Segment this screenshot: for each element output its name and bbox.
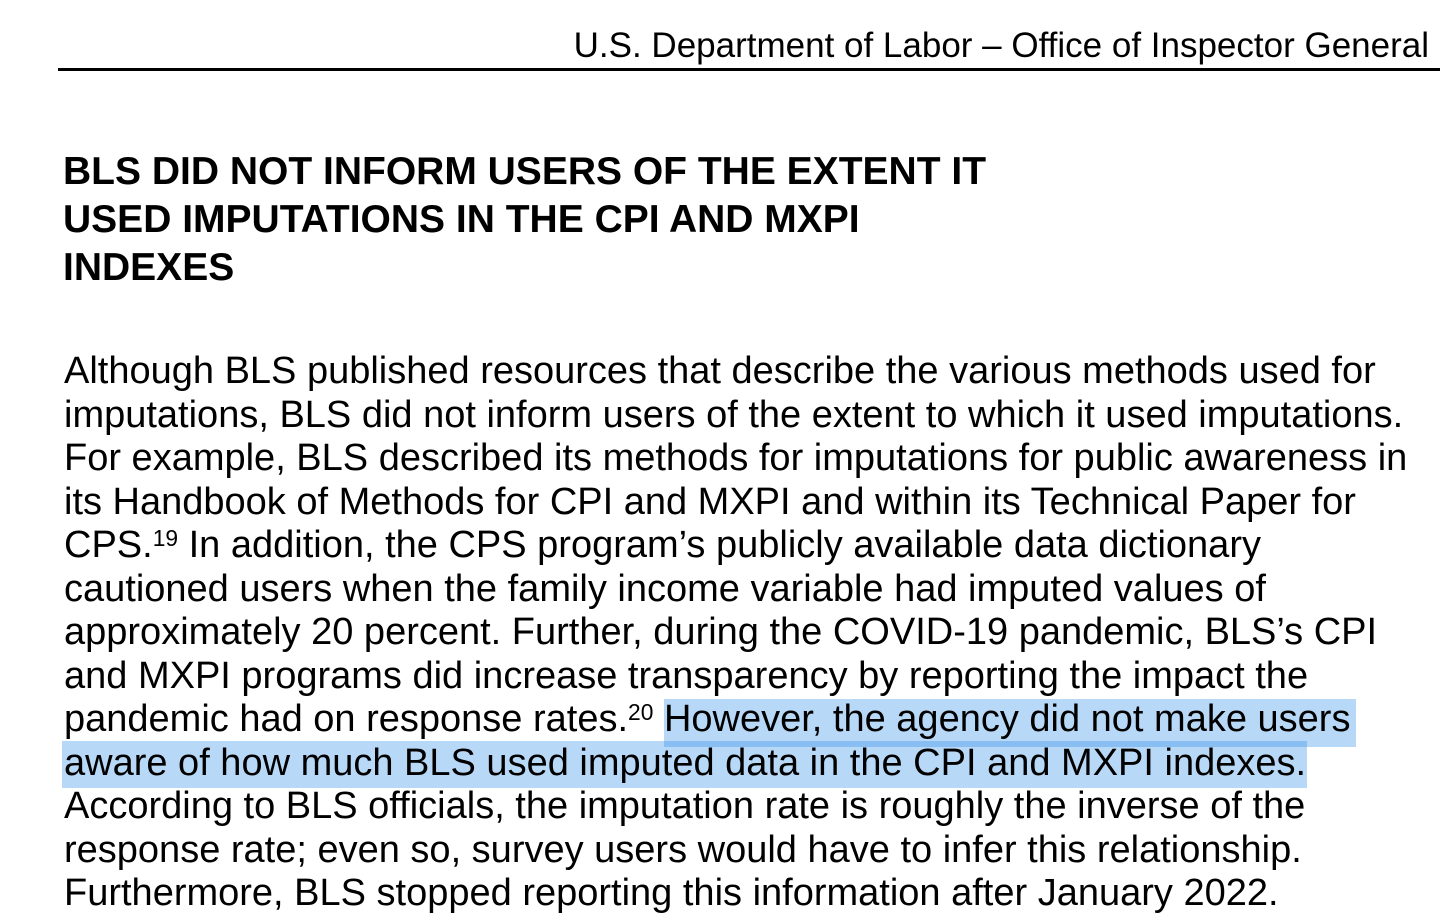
paragraph-line	[64, 785, 1407, 829]
text-run: its Handbook of Methods for CPI and MXPI and within its Technical Paper for	[64, 480, 1356, 523]
text-run: CPS.	[64, 524, 153, 566]
footnote-ref: 20	[628, 699, 654, 726]
paragraph-line	[64, 742, 1407, 786]
text-run: pandemic had on response rates.	[64, 698, 629, 740]
paragraph-line	[64, 524, 1407, 568]
paragraph-line	[64, 481, 1407, 525]
paragraph-line	[64, 437, 1407, 481]
highlighted-text: However, the agency did not make users	[663, 698, 1351, 740]
heading-line-1: BLS DID NOT INFORM USERS OF THE EXTENT IT	[63, 150, 987, 193]
paragraph-line	[64, 568, 1407, 612]
text-run: response rate; even so, survey users would have to infer this relationship.	[64, 828, 1302, 871]
text-run: approximately 20 percent. Further, during the COVID-19 pandemic, BLS’s CPI	[64, 611, 1378, 653]
paragraph-line	[64, 829, 1407, 873]
paragraph-line	[64, 655, 1407, 699]
highlighted-text: aware of how much BLS used imputed data in the CPI and MXPI indexes.	[64, 741, 1307, 784]
heading-line-3: INDEXES	[63, 246, 235, 289]
paragraph-line	[64, 350, 1407, 394]
text-run: cautioned users when the family income variable had imputed values of	[64, 567, 1266, 610]
paragraph-line	[64, 394, 1407, 438]
text-run: In addition, the CPS program’s publicly available data dictionary	[178, 524, 1261, 566]
paragraph-line	[64, 611, 1407, 655]
text-run	[653, 698, 664, 740]
heading-line-2: USED IMPUTATIONS IN THE CPI AND MXPI	[63, 198, 860, 241]
footnote-ref: 19	[152, 525, 179, 552]
text-run: and MXPI programs did increase transparency by reporting the impact the	[64, 654, 1309, 697]
text-run: For example, BLS described its methods for imputations for public awareness in	[64, 437, 1408, 479]
text-run: imputations, BLS did not inform users of the extent to which it used imputations.	[64, 393, 1404, 436]
header-rule	[58, 68, 1440, 71]
body-paragraph	[64, 350, 1407, 916]
section-heading	[63, 148, 986, 292]
paragraph-line	[64, 872, 1407, 916]
text-run: According to BLS officials, the imputation rate is roughly the inverse of the	[64, 785, 1306, 827]
page-header-text: U.S. Department of Labor – Office of Inspector General	[573, 26, 1429, 65]
paragraph-line	[64, 698, 1407, 742]
text-run: Although BLS published resources that describe the various methods used for	[64, 350, 1376, 392]
text-run: Furthermore, BLS stopped reporting this information after January 2022.	[64, 872, 1279, 914]
